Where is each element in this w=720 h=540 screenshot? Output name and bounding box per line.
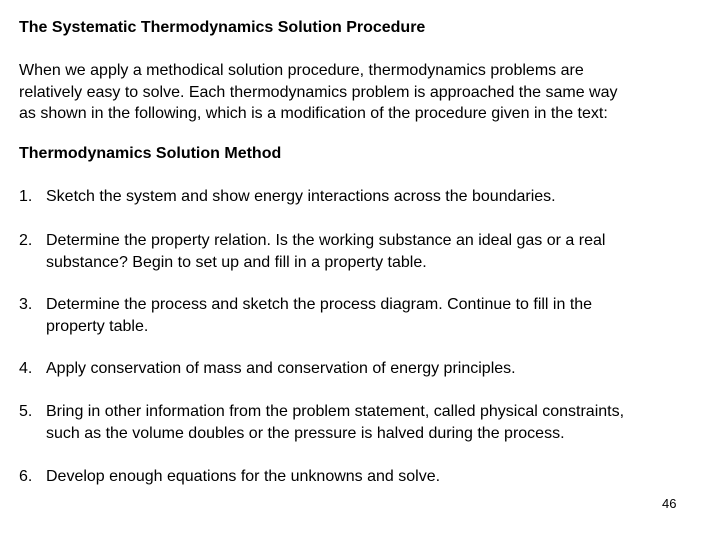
step-text — [46, 401, 709, 444]
step-line: Develop enough equations for the unknowns and solve. — [46, 468, 441, 485]
step-3 — [19, 294, 709, 337]
step-text — [46, 186, 709, 208]
step-4 — [19, 358, 709, 380]
step-number: 2. — [19, 232, 33, 249]
step-6 — [19, 466, 709, 488]
step-line: property table. — [46, 317, 149, 335]
step-line: such as the volume doubles or the pressure is halved during the process. — [46, 424, 565, 442]
step-number: 4. — [19, 360, 33, 377]
page-number: 46 — [662, 496, 677, 511]
method-heading: Thermodynamics Solution Method — [19, 145, 282, 162]
intro-line: When we apply a methodical solution procedure, thermodynamics problems are — [19, 62, 584, 79]
step-line: Determine the property relation. Is the working substance an ideal gas or a real — [46, 232, 606, 249]
step-2 — [19, 230, 709, 273]
step-line: Bring in other information from the problem statement, called physical constraints, — [46, 403, 625, 420]
slide-title: The Systematic Thermodynamics Solution Procedure — [19, 19, 426, 36]
step-line: Determine the process and sketch the process diagram. Continue to fill in the — [46, 296, 593, 313]
step-text — [46, 358, 709, 380]
step-line: Apply conservation of mass and conservation of energy principles. — [46, 360, 516, 377]
step-text — [46, 294, 709, 337]
step-text — [46, 466, 709, 488]
step-number: 5. — [19, 403, 33, 420]
intro-line: relatively easy to solve. Each thermodynamics problem is approached the same way — [19, 83, 618, 101]
step-number: 3. — [19, 296, 33, 313]
step-1 — [19, 186, 709, 208]
step-text — [46, 230, 709, 273]
step-number: 1. — [19, 188, 33, 205]
step-line: Sketch the system and show energy interactions across the boundaries. — [46, 188, 556, 205]
step-line: substance? Begin to set up and fill in a property table. — [46, 253, 427, 271]
step-number: 6. — [19, 468, 33, 485]
intro-paragraph — [19, 60, 709, 125]
step-5 — [19, 401, 709, 444]
intro-line: as shown in the following, which is a modification of the procedure given in the text: — [19, 105, 608, 122]
